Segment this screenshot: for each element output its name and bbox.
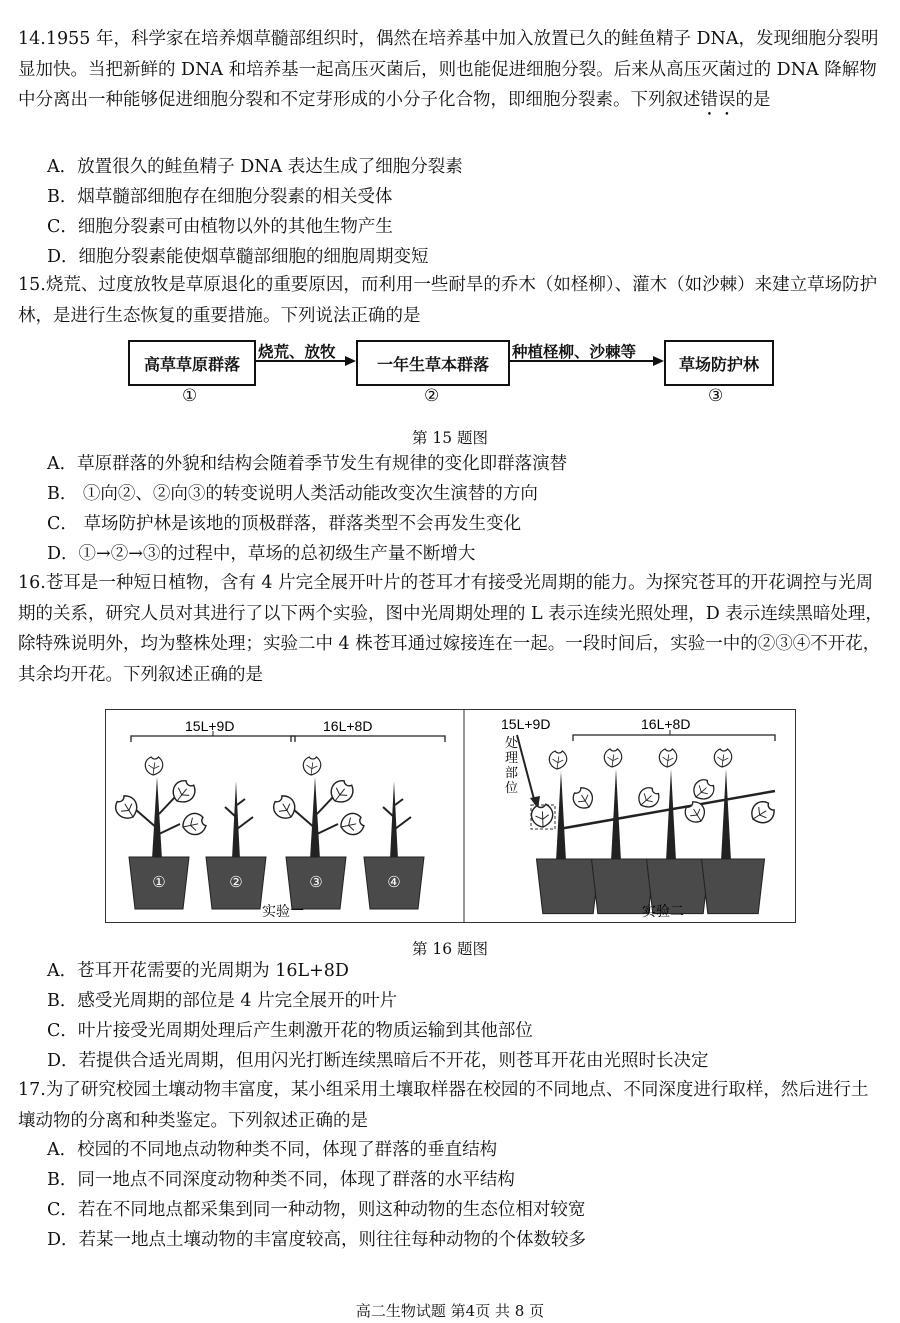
question-number: 17.: [18, 1080, 46, 1100]
option-b: B．同一地点不同深度动物种类不同，体现了群落的水平结构: [47, 1170, 515, 1190]
page-footer: 高二生物试题 第4页 共 8 页: [355, 1302, 545, 1320]
question-stem: 1955 年，科学家在培养烟草髓部组织时，偶然在培养基中加入放置已久的鲑鱼精子 DNA，发现细胞分裂明显加快。当把新鲜的 DNA 和培养基一起高压灭菌后，则也能促进细胞分裂。后来从高压灭菌过的 DNA 降解物中分离出一种能够促进细胞分裂和不定芽形成的小分子化合物，即细胞分裂素。下列叙述: [18, 29, 879, 110]
exp2-label-1: 15L+9D: [501, 716, 551, 732]
question-stem: 为了研究校园土壤动物丰富度，某小组采用土壤取样器在校园的不同地点、不同深度进行取样，然后进行土壤动物的分离和种类鉴定。下列叙述正确的是: [18, 1080, 869, 1131]
option-b: B．感受光周期的部位是 4 片完全展开的叶片: [47, 991, 398, 1011]
figure-16: [105, 709, 796, 923]
emphasized-word: 错误: [700, 90, 736, 110]
flow-arrow-label-1: 烧荒、放牧: [258, 343, 336, 361]
pot-number-3: ③: [309, 873, 323, 891]
site-char-1: 处: [505, 736, 519, 751]
site-char-3: 部: [505, 766, 519, 781]
flow-arrow-label-2: 种植柽柳、沙棘等: [512, 343, 637, 361]
site-char-2: 理: [505, 751, 519, 766]
exp2-title: 实验二: [642, 903, 684, 919]
option-c: C．若在不同地点都采集到同一种动物，则这种动物的生态位相对较宽: [47, 1200, 586, 1220]
flow-number-3: ③: [708, 386, 724, 406]
question-number: 16.: [18, 573, 46, 593]
flow-arrows: [0, 0, 900, 420]
question-stem-end: 的是: [735, 90, 771, 110]
question-17: [18, 1075, 884, 1136]
question-16: [18, 568, 884, 690]
option-b: B． ①向②、②向③的转变说明人类活动能改变次生演替的方向: [47, 484, 538, 504]
site-char-4: 位: [505, 781, 519, 796]
figure-16-caption: 第 16 题图: [411, 940, 489, 958]
question-number: 14.: [18, 29, 46, 49]
flow-box-2: 一年生草本群落: [356, 340, 510, 386]
flow-number-2: ②: [424, 386, 440, 406]
option-d: D．若某一地点土壤动物的丰富度较高，则往往每种动物的个体数较多: [47, 1230, 587, 1250]
figure-15-caption: 第 15 题图: [411, 429, 489, 447]
option-c: C． 草场防护林是该地的顶极群落，群落类型不会再发生变化: [47, 514, 521, 534]
exp2-label-2: 16L+8D: [641, 716, 691, 732]
flow-arrowhead-2: [653, 356, 664, 366]
option-b: B．烟草髓部细胞存在细胞分裂素的相关受体: [47, 187, 393, 207]
pot-number-4: ④: [387, 873, 401, 891]
option-d: D．细胞分裂素能使烟草髓部细胞的细胞周期变短: [47, 247, 429, 267]
question-stem: 苍耳是一种短日植物，含有 4 片完全展开叶片的苍耳才有接受光周期的能力。为探究苍耳的开花调控与光周期的关系，研究人员对其进行了以下两个实验，图中光周期处理的 L 表示连续光照处理，D 表示连续黑暗处理，除特殊说明外，均为整株处理；实验二中 4 株苍耳通过嫁接连在一起。一段时间后，实验一中的②③④不开花，其余均开花。下列叙述正确的是: [18, 573, 883, 685]
option-a: A．放置很久的鲑鱼精子 DNA 表达生成了细胞分裂素: [47, 157, 463, 177]
option-a: A．苍耳开花需要的光周期为 16L+8D: [47, 961, 349, 981]
option-c: C．叶片接受光周期处理后产生刺激开花的物质运输到其他部位: [47, 1021, 533, 1041]
option-a: A．校园的不同地点动物种类不同，体现了群落的垂直结构: [47, 1140, 498, 1160]
pot-number-2: ②: [229, 873, 243, 891]
flow-box-3: 草场防护林: [664, 340, 774, 386]
exp1-label-1: 15L+9D: [185, 718, 235, 734]
question-number: 15.: [18, 275, 46, 295]
pot-number-1: ①: [152, 873, 166, 891]
flow-arrowhead-1: [345, 356, 356, 366]
option-a: A．草原群落的外貌和结构会随着季节发生有规律的变化即群落演替: [47, 454, 568, 474]
option-d: D．若提供合适光周期，但用闪光打断连续黑暗后不开花，则苍耳开花由光照时长决定: [47, 1051, 709, 1071]
flow-box-1: 高草草原群落: [128, 340, 256, 386]
question-stem: 烧荒、过度放牧是草原退化的重要原因，而利用一些耐旱的乔木（如柽柳）、灌木（如沙棘）来建立草场防护林，是进行生态恢复的重要措施。下列说法正确的是: [18, 275, 878, 326]
option-c: C．细胞分裂素可由植物以外的其他生物产生: [47, 217, 393, 237]
flow-number-1: ①: [182, 386, 198, 406]
exp1-label-2: 16L+8D: [323, 718, 373, 734]
option-d: D．①→②→③的过程中，草场的总初级生产量不断增大: [47, 544, 476, 564]
exp1-title: 实验一: [262, 903, 304, 919]
